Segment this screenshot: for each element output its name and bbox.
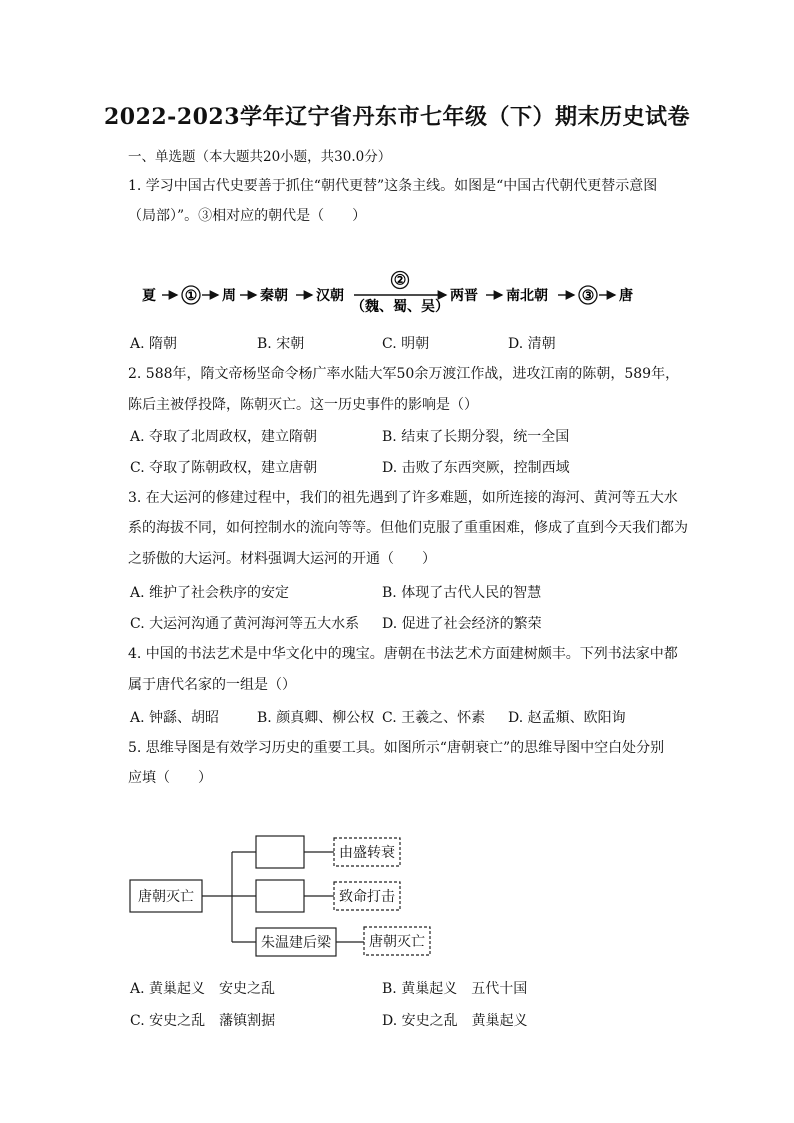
q5-option-a[interactable]: A. 黄巢起义 安史之乱 xyxy=(130,981,276,997)
mindmap-zhuwen-label: 朱温建后梁 xyxy=(261,935,331,951)
q2-stem-line-2: 陈后主被俘投降，陈朝灭亡。这一历史事件的影响是（） xyxy=(128,397,478,413)
q4-option-b[interactable]: B. 颜真卿、柳公权 xyxy=(257,710,375,726)
q1-option-a[interactable]: A. 隋朝 xyxy=(130,336,178,352)
q4-option-a[interactable]: A. 钟繇、胡昭 xyxy=(130,710,220,726)
q4-option-c[interactable]: C. 王羲之、怀素 xyxy=(382,710,486,726)
q3-option-a[interactable]: A. 维护了社会秩序的安定 xyxy=(130,585,290,601)
mindmap-right-label-2: 致命打击 xyxy=(339,889,395,905)
timeline-num-2: ② xyxy=(393,272,407,289)
q1-stem-line-1: 1. 学习中国古代史要善于抓住“朝代更替”这条主线。如图是“中国古代朝代更替示意图 xyxy=(128,178,658,194)
mindmap-root-label: 唐朝灭亡 xyxy=(138,889,194,905)
timeline-tang: 唐 xyxy=(619,288,633,304)
section-heading: 一、单选题（本大题共20小题，共30.0分） xyxy=(128,149,392,165)
q3-stem-line-3: 之骄傲的大运河。材料强调大运河的开通（ ） xyxy=(128,551,436,567)
q2-option-c[interactable]: C. 夺取了陈朝政权，建立唐朝 xyxy=(130,460,318,476)
timeline-nanbeichao: 南北朝 xyxy=(506,288,548,304)
q4-stem-line-1: 4. 中国的书法艺术是中华文化中的瑰宝。唐朝在书法艺术方面建树颇丰。下列书法家中都 xyxy=(128,646,678,662)
timeline-han: 汉朝 xyxy=(316,288,344,304)
q1-option-d[interactable]: D. 清朝 xyxy=(508,336,556,352)
q5-stem-line-1: 5. 思维导图是有效学习历史的重要工具。如图所示“唐朝衰亡”的思维导图中空白处分别 xyxy=(128,740,665,756)
q3-option-c[interactable]: C. 大运河沟通了黄河海河等五大水系 xyxy=(130,616,360,632)
q2-stem-line-1: 2. 588年，隋文帝杨坚命令杨广率水陆大军50余万渡江作战，进攻江南的陈朝，589年， xyxy=(128,366,680,382)
q1-option-b[interactable]: B. 宋朝 xyxy=(257,336,305,352)
q5-option-c[interactable]: C. 安史之乱 藩镇割据 xyxy=(130,1013,276,1029)
q5-option-d[interactable]: D. 安史之乱 黄巢起义 xyxy=(382,1013,528,1029)
q5-option-b[interactable]: B. 黄巢起义 五代十国 xyxy=(382,981,528,997)
q2-option-b[interactable]: B. 结束了长期分裂，统一全国 xyxy=(382,429,570,445)
q3-option-d[interactable]: D. 促进了社会经济的繁荣 xyxy=(382,616,542,632)
mindmap-blank-box-1 xyxy=(256,836,304,868)
mindmap-blank-box-2 xyxy=(256,880,304,912)
q3-stem-line-2: 系的海拔不同，如何控制水的流向等等。但他们克服了重重困难，修成了直到今天我们都为 xyxy=(128,520,688,536)
timeline-num-1: ① xyxy=(184,288,198,304)
q2-option-a[interactable]: A. 夺取了北周政权，建立隋朝 xyxy=(130,429,318,445)
timeline-three-kingdoms: （魏、蜀、吴） xyxy=(351,299,449,315)
mindmap-diagram xyxy=(128,830,438,965)
mindmap-right-label-3: 唐朝灭亡 xyxy=(369,934,425,950)
q2-option-d[interactable]: D. 击败了东西突厥，控制西域 xyxy=(382,460,570,476)
q3-stem-line-1: 3. 在大运河的修建过程中，我们的祖先遇到了许多难题，如所连接的海河、黄河等五大水 xyxy=(128,490,678,506)
q1-option-c[interactable]: C. 明朝 xyxy=(382,336,430,352)
timeline-zhou: 周 xyxy=(222,288,236,304)
q1-stem-line-2: （局部）”。③相对应的朝代是（ ） xyxy=(128,208,367,224)
timeline-qin: 秦朝 xyxy=(260,288,288,304)
dynasty-timeline-diagram xyxy=(130,268,690,316)
q5-stem-line-2: 应填（ ） xyxy=(128,770,212,786)
mindmap-right-label-1: 由盛转衰 xyxy=(339,845,395,861)
q4-stem-line-2: 属于唐代名家的一组是（） xyxy=(128,677,296,693)
page-title: 2022-2023学年辽宁省丹东市七年级（下）期末历史试卷 xyxy=(103,104,691,130)
timeline-xia: 夏 xyxy=(142,288,156,304)
timeline-liangjin: 两晋 xyxy=(450,288,478,304)
timeline-num-3: ③ xyxy=(581,288,595,304)
q4-option-d[interactable]: D. 赵孟頫、欧阳询 xyxy=(508,710,626,726)
q3-option-b[interactable]: B. 体现了古代人民的智慧 xyxy=(382,585,542,601)
